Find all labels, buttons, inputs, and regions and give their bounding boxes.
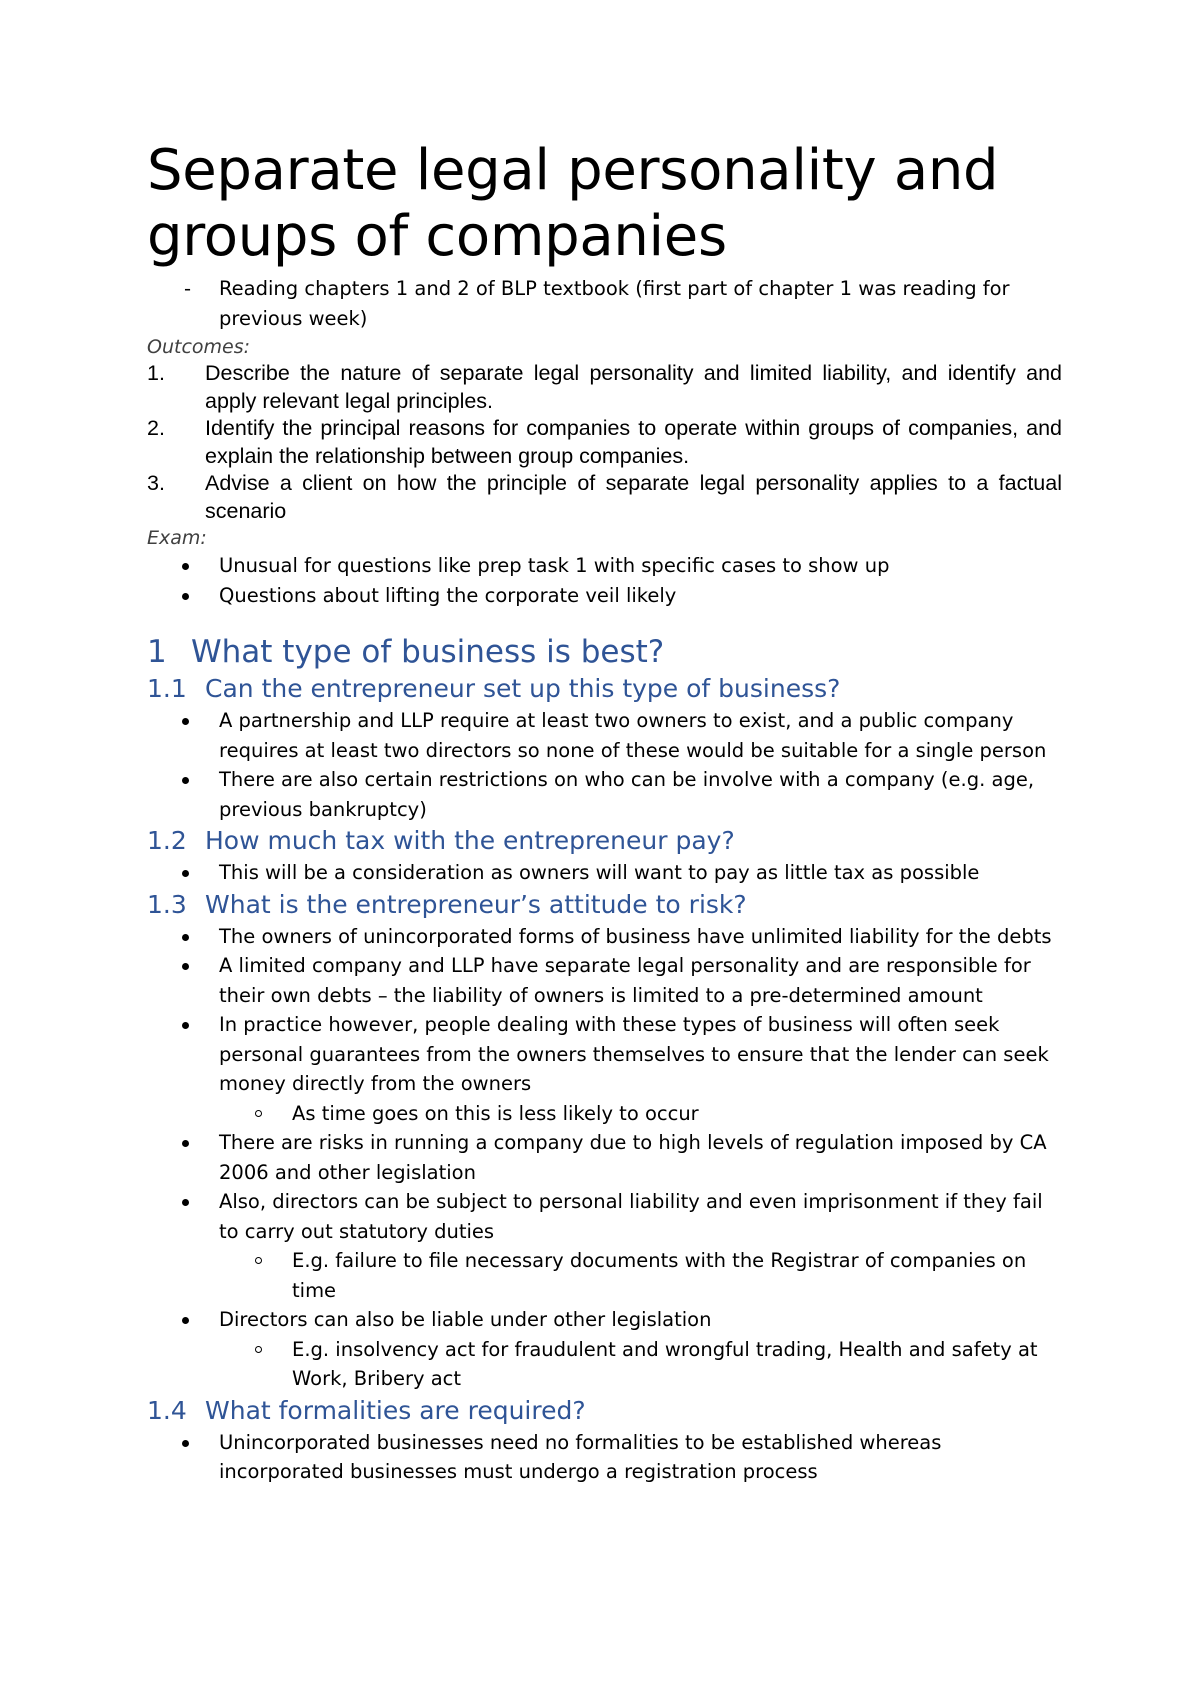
list-item-text: Reading chapters 1 and 2 of BLP textbook (first part of chapter 1 was reading for previous week): [219, 277, 1010, 330]
list-item-text: There are risks in running a company due to high levels of regulation imposed by CA 2006 and other legislation: [219, 1131, 1047, 1184]
subsection-number: 1.2: [147, 826, 187, 855]
list-item: [219, 1128, 1062, 1187]
list-item-text: Describe the nature of separate legal personality and limited liability, and identify and apply relevant legal principles.: [205, 361, 1062, 413]
list-item: [219, 551, 1062, 581]
section-title: What type of business is best?: [191, 634, 665, 670]
list-item-text: Questions about lifting the corporate veil likely: [219, 583, 677, 607]
document-page: [147, 138, 1062, 1487]
list-item: [219, 922, 1062, 952]
list-item-text: A partnership and LLP require at least two owners to exist, and a public company requires at least two directors so none of these would be suitable for a single person: [219, 709, 1047, 762]
hollow-bullet-icon: [255, 1257, 262, 1264]
bullet-icon: [182, 1440, 189, 1447]
list-number: 1.: [147, 361, 165, 385]
list-item-text: Identify the principal reasons for companies to operate within groups of companies, and explain the relationship between group companies.: [205, 416, 1062, 468]
list-item: [219, 765, 1062, 824]
dash-marker: -: [184, 277, 192, 300]
list-item-text: In practice however, people dealing with these types of business will often seek personal guarantees from the owners themselves to ensure that the lender can seek money directly from the owners: [219, 1013, 1049, 1095]
sub-list-item: [292, 1099, 1062, 1129]
list-item: [219, 1010, 1062, 1128]
bullet-icon: [182, 963, 189, 970]
bullet-icon: [182, 1317, 189, 1324]
bullet-icon: [182, 563, 189, 570]
sub-bullet-list: [219, 1246, 1062, 1305]
list-item-text: Directors can also be liable under other legislation: [219, 1308, 712, 1331]
list-item-text: The owners of unincorporated forms of business have unlimited liability for the debts: [219, 924, 1052, 948]
list-item-text: This will be a consideration as owners will want to pay as little tax as possible: [219, 861, 980, 884]
list-item: [147, 415, 1062, 470]
list-item-text: Also, directors can be subject to personal liability and even imprisonment if they fail to carry out statutory duties: [219, 1190, 1043, 1243]
bullet-list: [147, 706, 1062, 824]
list-number: 2.: [147, 416, 165, 440]
list-number: 3.: [147, 471, 165, 495]
list-item: [219, 706, 1062, 765]
subsection-heading: [147, 1394, 1062, 1428]
list-item: [219, 858, 1062, 888]
list-item-text: Advise a client on how the principle of separate legal personality applies to a factual scenario: [205, 471, 1062, 523]
subsection-number: 1.4: [147, 1395, 187, 1425]
list-item: [219, 1428, 1062, 1487]
bullet-icon: [182, 934, 189, 941]
sub-list-item-text: As time goes on this is less likely to occur: [292, 1101, 699, 1125]
list-item-text: Unincorporated businesses need no formalities to be established whereas incorporated businesses must undergo a registration process: [219, 1430, 942, 1483]
subsection-title: What formalities are required?: [205, 1395, 586, 1425]
list-item: [184, 274, 1062, 334]
list-item: [147, 470, 1062, 525]
list-item: [147, 360, 1062, 415]
bullet-icon: [182, 1199, 189, 1206]
section-number: 1: [147, 634, 167, 670]
bullet-list: [147, 1428, 1062, 1487]
subsection-heading: [147, 888, 1062, 922]
subsection-number: 1.1: [147, 674, 187, 703]
page-title: Separate legal personality and groups of companies: [147, 138, 999, 269]
sub-bullet-list: [219, 1335, 1062, 1394]
subsection-heading: [147, 672, 1062, 706]
outcomes-label: Outcomes:: [147, 336, 251, 358]
bullet-icon: [182, 718, 189, 725]
exam-list: [147, 551, 1062, 610]
exam-label: Exam:: [147, 527, 207, 549]
subsection-title: How much tax with the entrepreneur pay?: [205, 826, 735, 855]
bullet-icon: [182, 1022, 189, 1029]
list-item-text: Unusual for questions like prep task 1 with specific cases to show up: [219, 554, 890, 577]
list-item-text: A limited company and LLP have separate legal personality and are responsible for their own debts – the liability of owners is limited to a pre-determined amount: [219, 954, 1031, 1007]
subsection-title: Can the entrepreneur set up this type of business?: [205, 674, 841, 703]
bullet-list: [147, 858, 1062, 888]
subsection-number: 1.3: [147, 889, 187, 919]
hollow-bullet-icon: [255, 1110, 262, 1117]
sub-list-item-text: E.g. insolvency act for fraudulent and wrongful trading, Health and safety at Work, Bribery act: [292, 1337, 1038, 1390]
bullet-icon: [182, 870, 189, 877]
list-item: [219, 1305, 1062, 1394]
subsection-heading: [147, 824, 1062, 858]
sub-bullet-list: [219, 1099, 1062, 1129]
outcomes-list: [147, 360, 1062, 525]
list-item: [219, 951, 1062, 1010]
list-item-text: There are also certain restrictions on who can be involve with a company (e.g. age, previous bankruptcy): [219, 768, 1035, 821]
list-item: [219, 1187, 1062, 1305]
sub-list-item-text: E.g. failure to file necessary documents with the Registrar of companies on time: [292, 1249, 1027, 1302]
bullet-icon: [182, 777, 189, 784]
bullet-list: [147, 922, 1062, 1394]
bullet-icon: [182, 1140, 189, 1147]
bullet-icon: [182, 593, 189, 600]
sub-list-item: [292, 1335, 1062, 1394]
reading-list: [147, 274, 1062, 334]
list-item: [219, 581, 1062, 611]
subsection-title: What is the entrepreneur’s attitude to risk?: [205, 889, 747, 919]
sub-list-item: [292, 1246, 1062, 1305]
section-heading: [147, 632, 1062, 672]
hollow-bullet-icon: [255, 1346, 262, 1353]
